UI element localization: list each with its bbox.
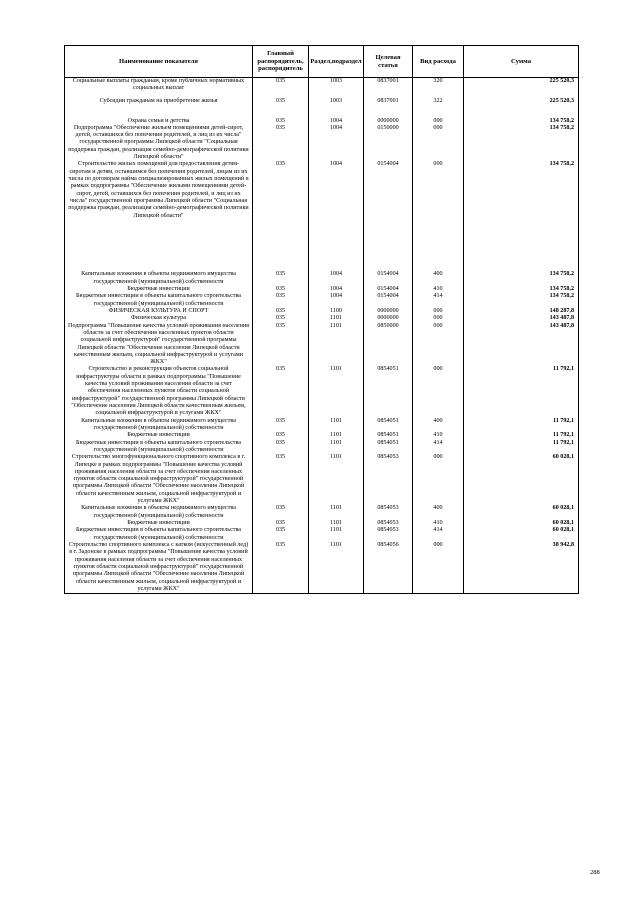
row-sum: 60 028,1	[464, 505, 579, 520]
row-target: 0154004	[364, 286, 413, 293]
table-row	[65, 440, 579, 455]
row-name: Социальные выплаты гражданам, кроме публичных нормативных социальных выплат	[65, 78, 253, 98]
row-expense-type: 000	[413, 454, 464, 505]
header-name: Наименование показателя	[65, 46, 253, 78]
row-sum: 11 792,1	[464, 432, 579, 439]
row-target: 0854053	[364, 527, 413, 542]
table-row	[65, 432, 579, 439]
row-section: 1101	[309, 454, 364, 505]
row-expense-type: 000	[413, 161, 464, 271]
row-name: Строительство многофункционального спортивного комплекса в г. Липецке в рамках подпрограммы "Повышение качества условий проживания населения области за счет обеспечения населенных пунктов области социальной инфраструктурой" государственной программы Липецкой области "Обеспечение населения Липецкой области качественным жильем, социальной инфраструктурой и услугами ЖКХ"	[65, 454, 253, 505]
row-target: 0850000	[364, 323, 413, 367]
header-expense-type: Вид расхода	[413, 46, 464, 78]
row-section: 1004	[309, 118, 364, 125]
table-row	[65, 118, 579, 125]
row-section: 1003	[309, 78, 364, 98]
row-sum: 134 758,2	[464, 161, 579, 271]
table-header-row	[65, 46, 579, 78]
row-target: 0854051	[364, 432, 413, 439]
row-target: 0854051	[364, 440, 413, 455]
row-name: Бюджетные инвестиции	[65, 520, 253, 527]
row-target: 0154004	[364, 293, 413, 308]
row-name: Охрана семьи и детства	[65, 118, 253, 125]
row-section: 1100	[309, 308, 364, 315]
row-admin: 035	[253, 366, 309, 417]
row-section: 1101	[309, 432, 364, 439]
row-expense-type: 400	[413, 418, 464, 433]
row-expense-type: 414	[413, 440, 464, 455]
row-name: ФИЗИЧЕСКАЯ КУЛЬТУРА И СПОРТ	[65, 308, 253, 315]
table-row	[65, 505, 579, 520]
row-sum: 225 520,3	[464, 78, 579, 98]
row-expense-type: 000	[413, 542, 464, 594]
row-expense-type: 322	[413, 98, 464, 118]
row-admin: 035	[253, 308, 309, 315]
row-sum: 11 792,1	[464, 440, 579, 455]
row-section: 1004	[309, 286, 364, 293]
table-row	[65, 308, 579, 315]
row-admin: 035	[253, 440, 309, 455]
row-expense-type: 000	[413, 125, 464, 162]
row-expense-type: 410	[413, 286, 464, 293]
row-name: Строительство жилых помещений для предоставления детям-сиротам и детям, оставшимся без попечения родителей, лицам из их числа по договорам найма специализированных жилых помещений в рамках подпрограммы "Обеспечение жилыми помещениями детей-сирот, детей, оставшихся без попечения родителей, и лиц из их числа" государственной программы Липецкой области "Социальная поддержка граждан, реализация семейно-демографической политики Липецкой области"	[65, 161, 253, 271]
row-section: 1004	[309, 293, 364, 308]
row-name: Субсидии гражданам на приобретение жилья	[65, 98, 253, 118]
row-sum: 11 792,1	[464, 366, 579, 417]
row-name: Бюджетные инвестиции	[65, 286, 253, 293]
row-sum: 134 758,2	[464, 271, 579, 286]
row-name: Капитальные вложения в объекты недвижимого имущества государственной (муниципальной) собственности	[65, 271, 253, 286]
header-admin: Главный распорядитель, распорядитель	[253, 46, 309, 78]
row-target: 0000000	[364, 308, 413, 315]
table-row	[65, 293, 579, 308]
row-admin: 035	[253, 161, 309, 271]
row-expense-type: 400	[413, 271, 464, 286]
row-name: Строительство и реконструкция объектов социальной инфраструктуры области в рамках подпрограммы "Повышение качества условий проживания населения области за счет обеспечения населенных пунктов области социальной инфраструктурой" государственной программы Липецкой области "Обеспечение населения Липецкой области качественным жильем, социальной инфраструктурой и услугами ЖКХ"	[65, 366, 253, 417]
row-target: 0854053	[364, 505, 413, 520]
table-row	[65, 271, 579, 286]
row-name: Бюджетные инвестиции в объекты капитального строительства государственной (муниципальной) собственности	[65, 440, 253, 455]
row-admin: 035	[253, 125, 309, 162]
row-target: 0854053	[364, 520, 413, 527]
row-sum: 38 942,8	[464, 542, 579, 594]
row-name: Физическая культура	[65, 315, 253, 322]
row-target: 0854053	[364, 454, 413, 505]
row-expense-type: 000	[413, 308, 464, 315]
row-sum: 60 028,1	[464, 527, 579, 542]
row-admin: 035	[253, 293, 309, 308]
header-target: Целевая статья	[364, 46, 413, 78]
row-name: Бюджетные инвестиции	[65, 432, 253, 439]
row-admin: 035	[253, 315, 309, 322]
row-name: Бюджетные инвестиции в объекты капитального строительства государственной (муниципальной) собственности	[65, 293, 253, 308]
row-section: 1101	[309, 366, 364, 417]
row-target: 0837001	[364, 78, 413, 98]
table-row	[65, 418, 579, 433]
row-section: 1101	[309, 542, 364, 594]
row-section: 1101	[309, 527, 364, 542]
row-sum: 143 487,8	[464, 323, 579, 367]
row-admin: 035	[253, 432, 309, 439]
budget-table	[64, 45, 579, 594]
row-name: Подпрограмма "Повышение качества условий проживания населения области за счет обеспечения населенных пунктов области социальной инфраструктурой" государственной программы Липецкой области "Обеспечение населения Липецкой области качественным жильем, социальной инфраструктурой и услугами ЖКХ"	[65, 323, 253, 367]
table-row	[65, 78, 579, 98]
row-name: Капитальные вложения в объекты недвижимого имущества государственной (муниципальной) собственности	[65, 505, 253, 520]
row-admin: 035	[253, 271, 309, 286]
row-sum: 225 520,3	[464, 98, 579, 118]
row-section: 1004	[309, 161, 364, 271]
row-sum: 134 758,2	[464, 118, 579, 125]
row-section: 1101	[309, 418, 364, 433]
row-expense-type: 400	[413, 505, 464, 520]
table-row	[65, 125, 579, 162]
row-target: 0854056	[364, 542, 413, 594]
row-section: 1004	[309, 125, 364, 162]
row-name: Строительство спортивного комплекса с катком (искусственный лед) в г. Задонске в рамках подпрограммы "Повышение качества условий проживания населения области за счет обеспечения населенных пунктов области социальной инфраструктурой" государственной программы Липецкой области "Обеспечение населения Липецкой области качественным жильем, социальной инфраструктурой и услугами ЖКХ"	[65, 542, 253, 594]
row-section: 1101	[309, 505, 364, 520]
row-target: 0837001	[364, 98, 413, 118]
row-section: 1101	[309, 323, 364, 367]
row-admin: 035	[253, 527, 309, 542]
table-row	[65, 98, 579, 118]
row-name: Капитальные вложения в объекты недвижимого имущества государственной (муниципальной) собственности	[65, 418, 253, 433]
row-sum: 134 758,2	[464, 125, 579, 162]
row-admin: 035	[253, 286, 309, 293]
row-expense-type: 000	[413, 323, 464, 367]
row-admin: 035	[253, 454, 309, 505]
row-section: 1004	[309, 271, 364, 286]
row-section: 1101	[309, 440, 364, 455]
row-section: 1101	[309, 520, 364, 527]
row-section: 1003	[309, 98, 364, 118]
row-admin: 035	[253, 323, 309, 367]
row-name: Бюджетные инвестиции в объекты капитального строительства государственной (муниципальной) собственности	[65, 527, 253, 542]
row-expense-type: 414	[413, 293, 464, 308]
page-number: 288	[590, 869, 600, 876]
row-admin: 035	[253, 418, 309, 433]
row-target: 0150000	[364, 125, 413, 162]
row-sum: 60 028,1	[464, 454, 579, 505]
table-row	[65, 323, 579, 367]
table-row	[65, 527, 579, 542]
row-sum: 148 287,8	[464, 308, 579, 315]
row-expense-type: 000	[413, 315, 464, 322]
table-row	[65, 454, 579, 505]
row-target: 0154004	[364, 161, 413, 271]
row-admin: 035	[253, 78, 309, 98]
row-section: 1101	[309, 315, 364, 322]
table-row	[65, 161, 579, 271]
budget-document	[64, 45, 578, 594]
table-row	[65, 542, 579, 594]
row-expense-type: 000	[413, 118, 464, 125]
table-row	[65, 315, 579, 322]
row-expense-type: 414	[413, 527, 464, 542]
row-sum: 134 758,2	[464, 286, 579, 293]
row-sum: 143 487,8	[464, 315, 579, 322]
row-target: 0854051	[364, 366, 413, 417]
row-expense-type: 410	[413, 432, 464, 439]
row-admin: 035	[253, 542, 309, 594]
row-admin: 035	[253, 98, 309, 118]
row-admin: 035	[253, 505, 309, 520]
row-sum: 134 758,2	[464, 293, 579, 308]
table-row	[65, 366, 579, 417]
row-expense-type: 320	[413, 78, 464, 98]
row-admin: 035	[253, 118, 309, 125]
row-sum: 60 028,1	[464, 520, 579, 527]
row-target: 0000000	[364, 315, 413, 322]
row-target: 0154004	[364, 271, 413, 286]
row-expense-type: 410	[413, 520, 464, 527]
row-target: 0000000	[364, 118, 413, 125]
row-name: Подпрограмма "Обеспечение жильем помещениями детей-сирот, детей, оставшихся без попечения родителей, и лиц из их числа" государственной программы Липецкой области "Социальная поддержка граждан, реализация семейно-демографической политики Липецкой области"	[65, 125, 253, 162]
row-expense-type: 000	[413, 366, 464, 417]
table-body	[65, 78, 579, 594]
header-section: Раздел,подраздел	[309, 46, 364, 78]
row-sum: 11 792,1	[464, 418, 579, 433]
row-target: 0854051	[364, 418, 413, 433]
header-sum: Сумма	[464, 46, 579, 78]
row-admin: 035	[253, 520, 309, 527]
